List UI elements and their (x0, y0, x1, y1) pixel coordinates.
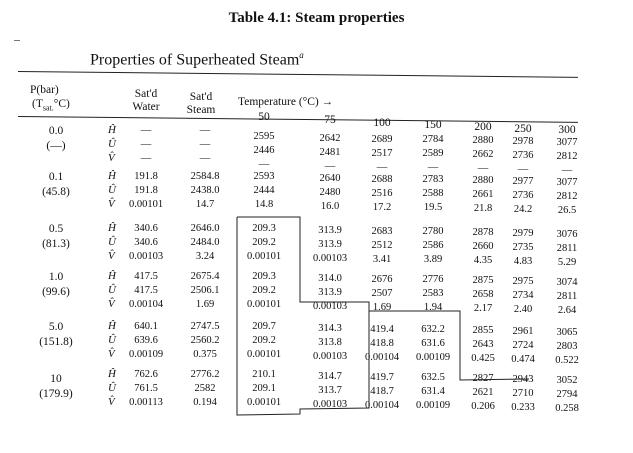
temp-value: 632.2 (421, 324, 445, 335)
temp-value: 0.522 (555, 355, 579, 366)
temp-value: 209.3 (252, 271, 276, 282)
temp-value: 2.64 (557, 305, 577, 316)
temp-value: 2961 (512, 326, 534, 337)
temp-value: 2658 (472, 289, 494, 300)
temp-value: 2517 (371, 148, 393, 159)
temp-value: 24.2 (513, 204, 533, 215)
temp-value: 209.3 (252, 223, 276, 234)
temp-value: 313.7 (318, 385, 342, 396)
sat-steam-value: 2675.4 (190, 271, 220, 282)
temp-value: 2811 (556, 243, 578, 254)
temp-value: 14.8 (254, 199, 274, 210)
sat-steam-value: 3.24 (195, 251, 215, 262)
temp-value: 313.9 (318, 287, 342, 298)
sat-steam-value: 1.69 (195, 299, 215, 310)
property-symbol: Ĥ (108, 222, 116, 234)
temp-value: 2683 (371, 226, 393, 237)
temp-value: 314.0 (318, 273, 342, 284)
temp-value: 2661 (472, 189, 494, 200)
sat-water-value: — (140, 139, 152, 150)
temp-value: 0.00103 (312, 301, 348, 312)
temp-value: 2943 (512, 374, 534, 385)
temp-value: 209.2 (252, 335, 276, 346)
temp-value: 2689 (371, 134, 393, 145)
property-symbol: Ĥ (108, 170, 116, 182)
temp-value: 209.1 (252, 383, 276, 394)
property-symbol: Û (108, 236, 116, 248)
temp-value: 2446 (253, 145, 275, 156)
temp-value: 1.94 (423, 302, 443, 313)
sat-water-value: 0.00109 (128, 349, 164, 360)
temp-value: 2784 (422, 134, 444, 145)
tsat-value: (81.3) (42, 238, 70, 250)
temp-value: 3077 (556, 137, 578, 148)
sat-water-value: 0.00103 (128, 251, 164, 262)
sat-steam-value: 2560.2 (190, 335, 220, 346)
property-symbol: V̂ (108, 152, 115, 164)
header-temp-100: 100 (373, 117, 391, 129)
sat-steam-value: 2747.5 (190, 321, 220, 332)
header-tsat-prefix: (T (32, 98, 43, 110)
sat-steam-value: 14.7 (195, 199, 215, 210)
temp-value: 314.7 (318, 371, 342, 382)
temp-value: — (517, 164, 529, 175)
temp-value: 2480 (319, 187, 341, 198)
temp-value: 3065 (556, 327, 578, 338)
temp-value: 2975 (512, 276, 534, 287)
table-title-text: Properties of Superheated Steam (90, 51, 300, 69)
temp-value: — (427, 162, 439, 173)
temp-value: 313.8 (318, 337, 342, 348)
temp-value: 2516 (371, 188, 393, 199)
temp-value: 3.89 (423, 254, 443, 265)
temp-value: 631.4 (421, 386, 445, 397)
sat-steam-value: 2506.1 (190, 285, 220, 296)
header-sat-steam-line1: Sat'd (189, 91, 213, 103)
temp-value: — (477, 163, 489, 174)
pressure-value: 0.1 (48, 171, 64, 183)
property-symbol: Ĥ (108, 368, 116, 380)
sat-water-value: 761.5 (134, 383, 158, 394)
temp-value: 2794 (556, 389, 578, 400)
tsat-value: (179.9) (39, 388, 73, 400)
sat-steam-value: 2438.0 (190, 185, 220, 196)
temp-value: 0.258 (555, 403, 579, 414)
temp-value: 3077 (556, 177, 578, 188)
sat-water-value: 417.5 (134, 285, 158, 296)
temp-value: 2588 (422, 188, 444, 199)
sat-water-value: 0.00104 (128, 299, 164, 310)
temp-value: 0.233 (511, 402, 535, 413)
header-temp-250: 250 (514, 123, 532, 135)
temp-value: 2724 (512, 340, 534, 351)
sat-water-value: 0.00101 (128, 199, 164, 210)
temp-value: 2880 (472, 135, 494, 146)
temp-value: 0.00104 (364, 352, 400, 363)
header-temperature: Temperature (°C) → (238, 96, 334, 108)
temp-value: 419.7 (370, 372, 394, 383)
temp-value: 2977 (512, 176, 534, 187)
temp-value: 2444 (253, 185, 275, 196)
temp-value: 2776 (422, 274, 444, 285)
property-symbol: Ĥ (108, 124, 116, 136)
temp-value: 2583 (422, 288, 444, 299)
sat-steam-value: 2584.8 (190, 171, 220, 182)
temp-value: 2875 (472, 275, 494, 286)
sat-water-value: 340.6 (134, 237, 158, 248)
sat-water-value: 640.1 (134, 321, 158, 332)
temp-value: 2978 (512, 136, 534, 147)
temp-value: 0.00101 (246, 349, 282, 360)
temp-value: 2736 (512, 150, 534, 161)
temp-value: 3074 (556, 277, 578, 288)
header-tsat-unit: °C) (53, 98, 70, 110)
pressure-value: 0.5 (48, 223, 64, 235)
temp-value: 0.425 (471, 353, 495, 364)
temp-value: 2710 (512, 388, 534, 399)
pressure-value: 0.0 (48, 125, 64, 137)
temp-value: 2586 (422, 240, 444, 251)
header-temp-300: 300 (558, 124, 576, 136)
property-symbol: Û (108, 184, 116, 196)
temp-value: 2827 (472, 373, 494, 384)
sat-steam-value: 0.375 (193, 349, 217, 360)
temp-value: 3052 (556, 375, 578, 386)
tsat-value: (99.6) (42, 286, 70, 298)
document-title: Table 4.1: Steam properties (228, 10, 405, 26)
temp-value: 2595 (253, 131, 275, 142)
temp-value: 5.29 (557, 257, 577, 268)
property-symbol: Ĥ (108, 270, 116, 282)
header-pressure: P(bar) (30, 84, 59, 96)
temp-value: 0.00101 (246, 299, 282, 310)
temp-value: 0.00109 (415, 352, 451, 363)
temp-value: 209.2 (252, 285, 276, 296)
sat-steam-value: — (199, 139, 211, 150)
temp-value: 418.7 (370, 386, 394, 397)
temp-value: 2855 (472, 325, 494, 336)
temp-value: 2589 (422, 148, 444, 159)
sat-water-value: 762.6 (134, 369, 158, 380)
sat-water-value: 191.8 (134, 171, 158, 182)
temp-value: 19.5 (423, 202, 443, 213)
property-symbol: Û (108, 138, 116, 150)
temp-value: 2878 (472, 227, 494, 238)
temp-value: 2979 (512, 228, 534, 239)
sat-steam-value: — (199, 125, 211, 136)
temp-value: 0.00103 (312, 399, 348, 410)
temp-value: 2812 (556, 191, 578, 202)
temp-value: 2736 (512, 190, 534, 201)
temp-value: 3076 (556, 229, 578, 240)
header-temp-50: 50 (258, 111, 270, 123)
sat-steam-value: 2776.2 (190, 369, 220, 380)
tsat-value: (—) (46, 140, 66, 152)
temp-value: 2676 (371, 274, 393, 285)
property-symbol: Û (108, 284, 116, 296)
property-symbol: V̂ (108, 198, 115, 210)
sat-water-value: 417.5 (134, 271, 158, 282)
header-sat-water-line2: Water (132, 101, 160, 113)
temp-value: 419.4 (370, 324, 394, 335)
temp-value: — (324, 161, 336, 172)
property-symbol: Û (108, 382, 116, 394)
temp-value: 209.7 (252, 321, 276, 332)
sat-water-value: 340.6 (134, 223, 158, 234)
sat-water-value: — (140, 153, 152, 164)
temp-value: 2660 (472, 241, 494, 252)
temp-value: 2640 (319, 173, 341, 184)
temp-value: 2780 (422, 226, 444, 237)
temp-value: 4.35 (473, 255, 493, 266)
temp-value: 16.0 (320, 201, 340, 212)
temp-value: 2783 (422, 174, 444, 185)
property-symbol: Û (108, 334, 116, 346)
temp-value: 2642 (319, 133, 341, 144)
sat-water-value: — (140, 125, 152, 136)
sat-water-value: 639.6 (134, 335, 158, 346)
temp-value: 0.00103 (312, 253, 348, 264)
temp-value: 4.83 (513, 256, 533, 267)
temp-value: 631.6 (421, 338, 445, 349)
table-title-footnote: a (299, 50, 304, 60)
temp-value: 21.8 (473, 203, 493, 214)
temp-value: 2811 (556, 291, 578, 302)
temp-value: 0.00101 (246, 251, 282, 262)
temp-value: 0.474 (511, 354, 535, 365)
temp-value: 2643 (472, 339, 494, 350)
temp-value: 0.00104 (364, 400, 400, 411)
temp-value: 209.2 (252, 237, 276, 248)
temp-value: 2734 (512, 290, 534, 301)
temp-value: 0.00101 (246, 397, 282, 408)
temp-value: — (561, 165, 573, 176)
temp-value: 418.8 (370, 338, 394, 349)
header-sat-water-line1: Sat'd (134, 88, 158, 100)
temp-value: 2688 (371, 174, 393, 185)
temp-value: 0.00109 (415, 400, 451, 411)
property-symbol: V̂ (108, 250, 115, 262)
sat-water-value: 0.00113 (129, 397, 163, 408)
temp-value: 1.69 (372, 302, 392, 313)
temp-value: 2621 (472, 387, 494, 398)
liquid-region-boundary (237, 217, 529, 415)
temp-value: 3.41 (372, 254, 392, 265)
temp-value: 2803 (556, 341, 578, 352)
temp-value: 2662 (472, 149, 494, 160)
temp-value: 2735 (512, 242, 534, 253)
temp-value: 2880 (472, 175, 494, 186)
temp-value: 0.00103 (312, 351, 348, 362)
header-tsat-sub: sat. (42, 103, 54, 113)
temp-value: 2481 (319, 147, 341, 158)
pressure-value: 5.0 (48, 321, 64, 333)
temp-value: 2812 (556, 151, 578, 162)
sat-water-value: 191.8 (134, 185, 158, 196)
temp-value: 314.3 (318, 323, 342, 334)
tsat-value: (45.8) (42, 186, 70, 198)
header-temp-150: 150 (424, 119, 442, 131)
liquid-region-boundary-top (237, 217, 369, 311)
sat-steam-value: 2582 (194, 383, 216, 394)
temp-value: 313.9 (318, 225, 342, 236)
temp-value: 2512 (371, 240, 393, 251)
temp-value: 2507 (371, 288, 393, 299)
sat-steam-value: — (199, 153, 211, 164)
header-temp-75: 75 (324, 114, 336, 126)
temp-value: 2.40 (513, 304, 533, 315)
tsat-value: (151.8) (39, 336, 73, 348)
header-sat-steam-line2: Steam (186, 104, 216, 116)
temp-value: 26.5 (557, 205, 577, 216)
temp-value: 0.206 (471, 401, 495, 412)
temp-value: 632.5 (421, 372, 445, 383)
pressure-value: 10 (50, 373, 62, 385)
temp-value: 2593 (253, 171, 275, 182)
temp-value: 17.2 (372, 202, 392, 213)
sat-steam-value: 0.194 (193, 397, 217, 408)
property-symbol: V̂ (108, 348, 115, 360)
property-symbol: Ĥ (108, 320, 116, 332)
pressure-value: 1.0 (48, 271, 64, 283)
property-symbol: V̂ (108, 298, 115, 310)
temp-value: 313.9 (318, 239, 342, 250)
temp-value: — (258, 159, 270, 170)
temp-value: 2.17 (473, 303, 493, 314)
sat-steam-value: 2484.0 (190, 237, 220, 248)
property-symbol: V̂ (108, 396, 115, 408)
header-temp-200: 200 (474, 121, 492, 133)
sat-steam-value: 2646.0 (190, 223, 220, 234)
temp-value: 210.1 (252, 369, 276, 380)
temp-value: — (376, 162, 388, 173)
